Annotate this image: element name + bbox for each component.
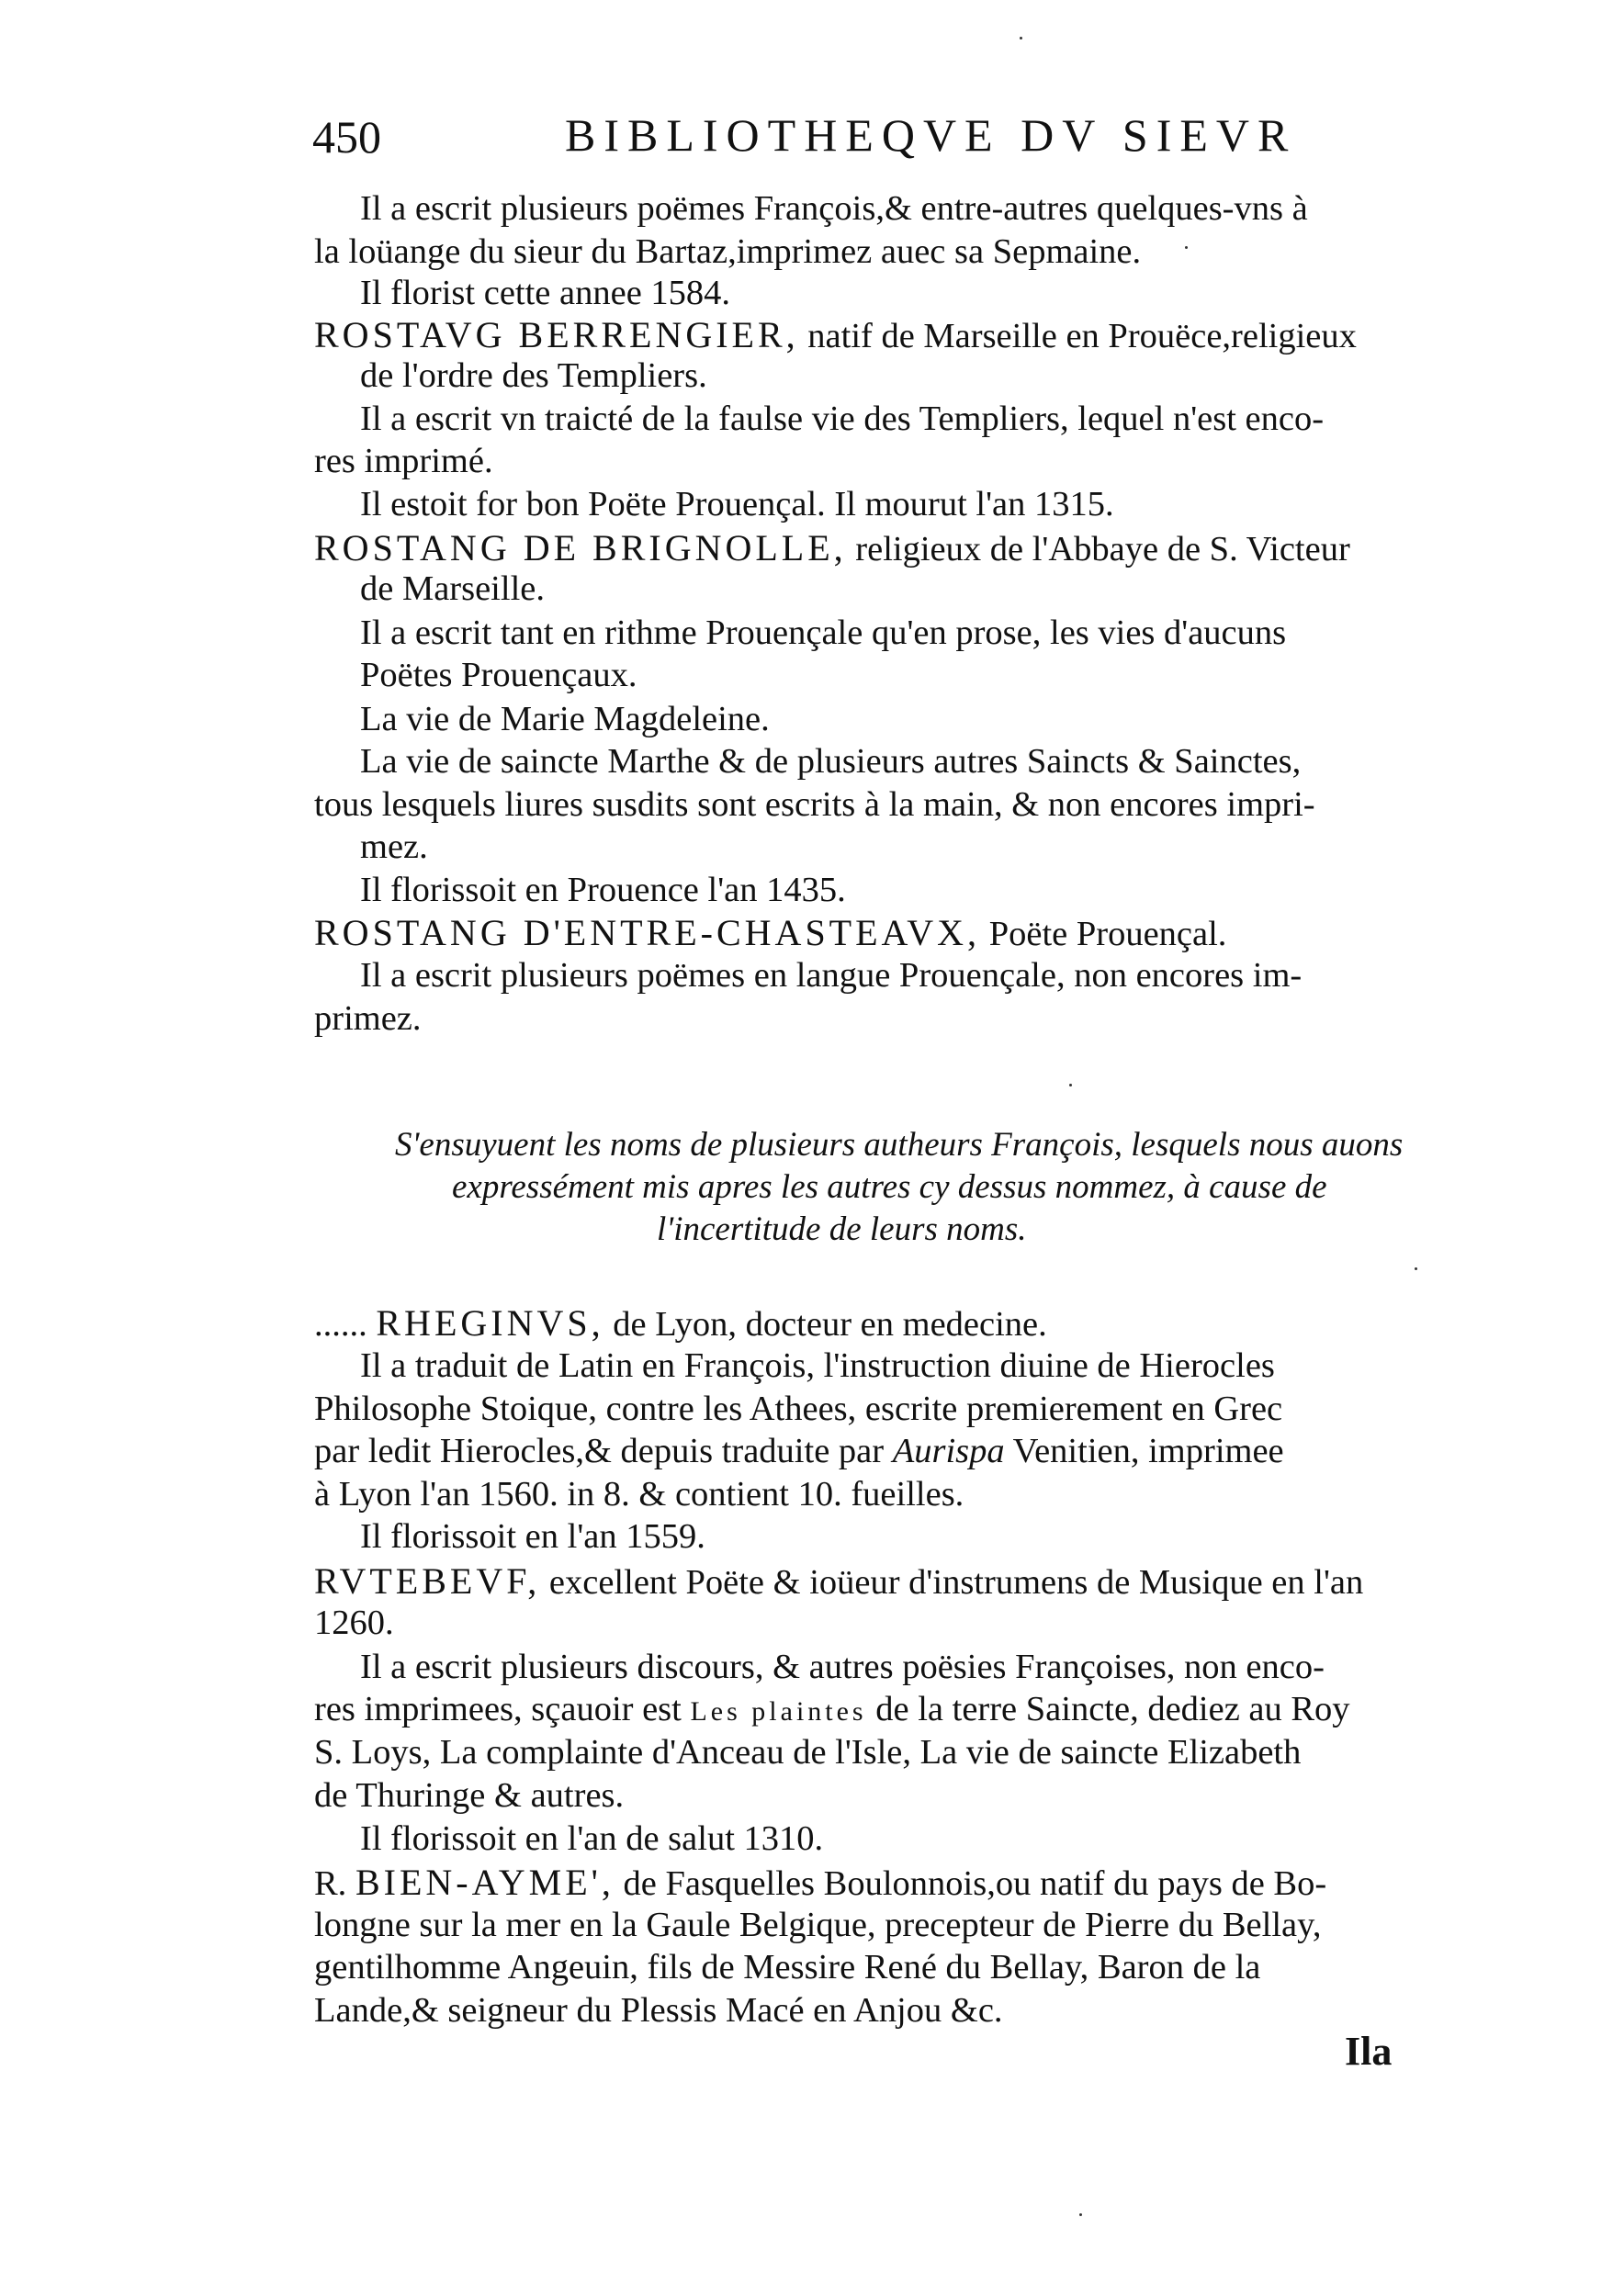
entry-heading: [314, 314, 1357, 355]
text-line: Il a escrit plusieurs poëmes en langue Prouençale, non encores im-: [360, 956, 1303, 995]
text-line: Il a escrit tant en rithme Prouençale qu'en prose, les vies d'aucuns: [360, 613, 1287, 652]
text-line: Il a escrit plusieurs poëmes François,& entre-autres quelques-vns à: [360, 189, 1308, 228]
entry-description: de Lyon, docteur en medecine.: [613, 1305, 1047, 1344]
text-line: Il florissoit en Prouence l'an 1435.: [360, 871, 846, 909]
text-line: de Thuringe & autres.: [314, 1776, 625, 1815]
text-line: res imprimé.: [314, 442, 493, 480]
text-line: primez.: [314, 999, 422, 1038]
text-line: S. Loys, La complainte d'Anceau de l'Isle, La vie de saincte Elizabeth: [314, 1733, 1302, 1772]
notice-line: l'incertitude de leurs noms.: [657, 1210, 1027, 1248]
text-line: gentilhomme Angeuin, fils de Messire René du Bellay, Baron de la: [314, 1948, 1261, 1986]
text-line: mez.: [360, 827, 428, 866]
print-speck: [1415, 1267, 1417, 1270]
text-line: à Lyon l'an 1560. in 8. & contient 10. fueilles.: [314, 1475, 964, 1514]
notice-line: expressément mis apres les autres cy dessus nommez, à cause de: [452, 1168, 1327, 1206]
text-line: Il estoit for bon Poëte Prouençal. Il mourut l'an 1315.: [360, 485, 1114, 523]
text-line: Il florist cette annee 1584.: [360, 274, 731, 312]
entry-heading: [314, 912, 1227, 953]
entry-description: religieux de l'Abbaye de S. Victeur: [855, 530, 1350, 568]
text-line: longne sur la mer en la Gaule Belgique, precepteur de Pierre du Bellay,: [314, 1906, 1322, 1944]
text-line: Il a escrit plusieurs discours, & autres poësies Françoises, non enco-: [360, 1648, 1325, 1686]
text-line: La vie de saincte Marthe & de plusieurs autres Saincts & Sainctes,: [360, 742, 1302, 781]
text-segment: res imprimees, sçauoir est: [314, 1690, 682, 1728]
text-line: Poëtes Prouençaux.: [360, 656, 637, 694]
entry-leader: R.: [314, 1864, 347, 1903]
entry-description: Poëte Prouençal.: [988, 915, 1227, 953]
print-speck: [1185, 246, 1188, 249]
text-line: Philosophe Stoique, contre les Athees, escrite premierement en Grec: [314, 1390, 1283, 1428]
text-line: Il florissoit en l'an 1559.: [360, 1517, 705, 1556]
entry-name: RHEGINVS,: [376, 1302, 604, 1344]
text-line: Il a traduit de Latin en François, l'instruction diuine de Hierocles: [360, 1346, 1275, 1385]
entry-heading: [314, 1864, 1326, 1902]
print-speck: [1069, 1084, 1072, 1086]
text-line: Il a escrit vn traicté de la faulse vie des Templiers, lequel n'est enco-: [360, 400, 1325, 438]
entry-name: ROSTANG D'ENTRE-CHASTEAVX,: [314, 912, 981, 953]
text-segment: par ledit Hierocles,& depuis traduite par: [314, 1432, 885, 1470]
entry-heading: [314, 1302, 1047, 1344]
text-line: [314, 1434, 1284, 1469]
text-line: de Marseille.: [360, 569, 545, 608]
text-line: La vie de Marie Magdeleine.: [360, 700, 770, 738]
entry-name: RVTEBEVF,: [314, 1560, 541, 1602]
print-speck: [1079, 2213, 1082, 2216]
catchword: Ila: [1345, 2029, 1393, 2074]
text-line: [314, 1692, 1350, 1728]
entry-heading: [314, 527, 1350, 568]
page-number: 450: [312, 111, 381, 163]
title-smallcaps: Les plaintes: [690, 1696, 867, 1727]
entry-heading: [314, 1560, 1364, 1602]
text-segment: de la terre Saincte, dediez au Roy: [875, 1690, 1350, 1728]
text-line: Lande,& seigneur du Plessis Macé en Anjou &c.: [314, 1991, 1003, 2030]
text-line: 1260.: [314, 1604, 394, 1642]
notice-line: S'ensuyuent les noms de plusieurs autheurs François, lesquels nous auons: [395, 1126, 1404, 1164]
entry-name: ROSTANG DE BRIGNOLLE,: [314, 527, 847, 568]
entry-leader: ......: [314, 1305, 367, 1344]
print-speck: [1020, 37, 1022, 39]
entry-name: BIEN-AYME',: [355, 1862, 615, 1903]
text-segment: Venitien, imprimee: [1012, 1432, 1284, 1470]
entry-description: excellent Poëte & ioüeur d'instrumens de Musique en l'an: [548, 1563, 1364, 1602]
entry-description: de Fasquelles Boulonnois,ou natif du pays de Bo-: [623, 1864, 1327, 1903]
text-line: Il florissoit en l'an de salut 1310.: [360, 1819, 824, 1858]
text-line: tous lesquels liures susdits sont escrits à la main, & non encores impri-: [314, 785, 1315, 824]
text-line: de l'ordre des Templiers.: [360, 356, 707, 395]
entry-description: natif de Marseille en Prouëce,religieux: [807, 317, 1357, 355]
running-head: BIBLIOTHEQVE DV SIEVR: [565, 109, 1297, 161]
entry-name: ROSTAVG BERRENGIER,: [314, 314, 799, 355]
text-line: la loüange du sieur du Bartaz,imprimez auec sa Sepmaine.: [314, 232, 1142, 271]
italic-name: Aurispa: [892, 1432, 1005, 1470]
